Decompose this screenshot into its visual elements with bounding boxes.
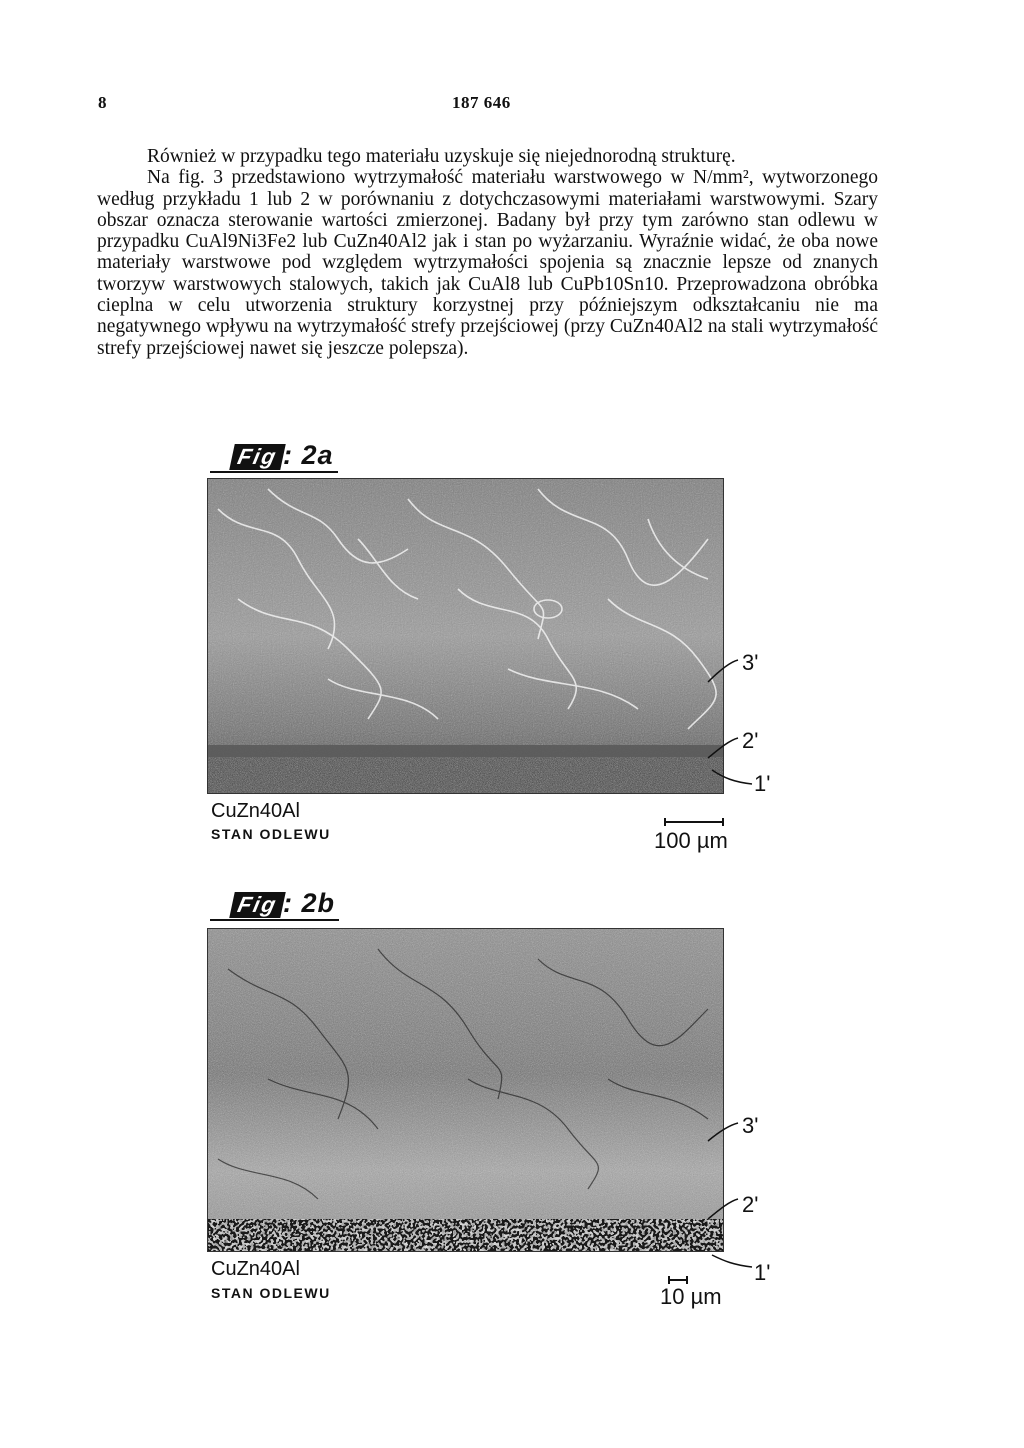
figure-label-2a xyxy=(210,440,338,473)
paragraph: Na fig. 3 przedstawiono wytrzymałość materiału warstwowego w N/mm², wytworzonego według przykładu 1 lub 2 w porównaniu z dotychczasowymi materiałami warstwowymi. Szary obszar oznacza sterowanie wartości zmierzonej. Badany był przy tym zarówno stan odlewu w przypadku CuAl9Ni3Fe2 lub CuZn40Al2 jak i stan po wyżarzaniu. Wyraźnie widać, że oba nowe materiały warstwowe pod względem wytrzymałości spojenia są znacznie lepsze od znanych tworzyw warstwowych stalowych, takich jak CuAl8 lub CuPb10Sn10. Przeprowadzona obróbka cieplna w celu utworzenia struktury korzystnej przy późniejszym odkształcaniu nie ma negatywnego wpływu na wytrzymałość strefy przejściowej (przy CuZn40Al2 na stali wytrzymałość strefy przejściowej nawet się jeszcze polepsza). xyxy=(97,167,878,359)
scale-bar xyxy=(664,818,724,826)
page-number: 8 xyxy=(98,93,107,112)
callout-1: 1' xyxy=(754,771,771,796)
sample-name: CuZn40Al xyxy=(211,800,300,822)
figure-label-number: : 2a xyxy=(283,440,334,470)
callout-3: 3' xyxy=(742,650,759,675)
scale-label: 10 µm xyxy=(660,1284,722,1309)
callout-2: 2' xyxy=(742,1192,759,1217)
document-number: 187 646 xyxy=(452,93,511,112)
sample-name: CuZn40Al xyxy=(211,1258,300,1280)
figure-label-number: : 2b xyxy=(283,888,336,918)
callout-3: 3' xyxy=(742,1113,759,1138)
sample-state: STAN ODLEWU xyxy=(211,1285,331,1301)
body-text xyxy=(97,146,878,359)
sample-state: STAN ODLEWU xyxy=(211,826,331,842)
callout-1: 1' xyxy=(754,1260,771,1285)
scale-bar xyxy=(668,1276,688,1284)
scale-label: 100 µm xyxy=(654,828,728,853)
figure-label-abbr: Fig xyxy=(229,444,286,470)
callout-2: 2' xyxy=(742,728,759,753)
figure-label-abbr: Fig xyxy=(229,892,286,918)
paragraph: Również w przypadku tego materiału uzyskuje się niejednorodną strukturę. xyxy=(147,146,736,167)
figure-label-2b xyxy=(210,888,339,921)
micrograph-2a xyxy=(207,478,724,794)
micrograph-2b xyxy=(207,928,724,1252)
